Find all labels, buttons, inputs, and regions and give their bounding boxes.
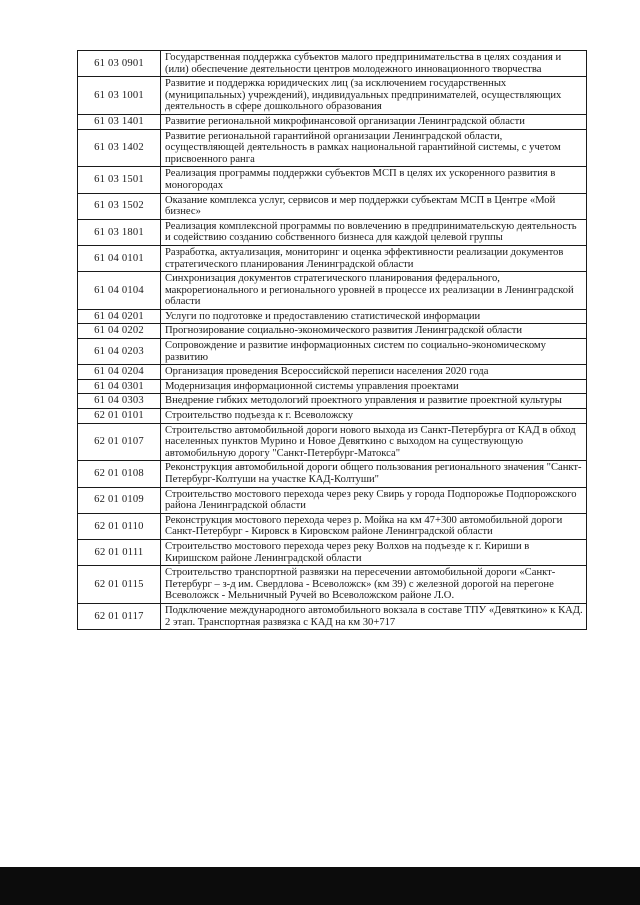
row-description: Строительство транспортной развязки на пересечении автомобильной дороги «Санкт-Петербург – з-д им. Свердлова - Всеволожск» (км 39) с железной дорогой на перегоне Всеволожск - Мельничный Ручей во Всеволожском районе Л.О. — [161, 566, 587, 604]
table-row — [78, 219, 587, 245]
row-description: Реконструкция автомобильной дороги общего пользования регионального значения "Санкт-Петербург-Колтуши на участке КАД-Колтуши" — [161, 461, 587, 487]
row-description: Государственная поддержка субъектов малого предпринимательства в целях создания и (или) обеспечение деятельности центров молодежного инновационного творчества — [161, 51, 587, 77]
table-row — [78, 409, 587, 424]
row-code: 62 01 0101 — [78, 409, 161, 424]
row-code: 62 01 0109 — [78, 487, 161, 513]
row-description: Оказание комплекса услуг, сервисов и мер поддержки субъектам МСП в Центре «Мой бизнес» — [161, 193, 587, 219]
row-code: 61 03 1502 — [78, 193, 161, 219]
row-code: 61 03 1801 — [78, 219, 161, 245]
row-code: 62 01 0115 — [78, 566, 161, 604]
table-row — [78, 487, 587, 513]
table-row — [78, 461, 587, 487]
row-description: Строительство автомобильной дороги нового выхода из Санкт-Петербурга от КАД в обход населенных пунктов Мурино и Новое Девяткино с выходом на существующую автомобильную дорогу "Санкт-Петербург-Матокса" — [161, 423, 587, 461]
row-description: Разработка, актуализация, мониторинг и оценка эффективности реализации документов стратегического планирования Ленинградской области — [161, 245, 587, 271]
row-code: 62 01 0108 — [78, 461, 161, 487]
row-description: Синхронизация документов стратегического планирования федерального, макрорегионального и регионального уровней в процессе их реализации в Ленинградской области — [161, 272, 587, 310]
table-row — [78, 394, 587, 409]
row-description: Услуги по подготовке и предоставлению статистической информации — [161, 309, 587, 324]
table-row — [78, 114, 587, 129]
table-row — [78, 245, 587, 271]
row-code: 61 03 0901 — [78, 51, 161, 77]
row-description: Строительство подъезда к г. Всеволожску — [161, 409, 587, 424]
row-description: Внедрение гибких методологий проектного управления и развитие проектной культуры — [161, 394, 587, 409]
table-row — [78, 167, 587, 193]
table-row — [78, 51, 587, 77]
row-description: Строительство мостового перехода через реку Волхов на подъезде к г. Кириши в Киришском районе Ленинградской области — [161, 539, 587, 565]
row-description: Сопровождение и развитие информационных систем по социально-экономическому развитию — [161, 339, 587, 365]
row-description: Реконструкция мостового перехода через р. Мойка на км 47+300 автомобильной дороги Санкт-Петербург - Кировск в Кировском районе Ленинградской области — [161, 513, 587, 539]
budget-code-table — [77, 50, 587, 630]
row-description: Реализация программы поддержки субъектов МСП в целях их ускоренного развития в моногородах — [161, 167, 587, 193]
table-row — [78, 539, 587, 565]
row-code: 62 01 0111 — [78, 539, 161, 565]
scan-bottom-edge — [0, 867, 640, 905]
row-description: Подключение международного автомобильного вокзала в составе ТПУ «Девяткино» к КАД. 2 этап. Транспортная развязка с КАД на км 30+717 — [161, 603, 587, 629]
table-row — [78, 129, 587, 167]
row-description: Развитие региональной микрофинансовой организации Ленинградской области — [161, 114, 587, 129]
row-description: Реализация комплексной программы по вовлечению в предпринимательскую деятельность и содействию созданию собственного бизнеса для каждой целевой группы — [161, 219, 587, 245]
row-code: 61 03 1501 — [78, 167, 161, 193]
row-code: 61 03 1001 — [78, 77, 161, 115]
table-row — [78, 423, 587, 461]
table-row — [78, 324, 587, 339]
row-code: 62 01 0110 — [78, 513, 161, 539]
table-row — [78, 566, 587, 604]
row-code: 61 03 1402 — [78, 129, 161, 167]
row-description: Организация проведения Всероссийской переписи населения 2020 года — [161, 365, 587, 380]
row-code: 61 04 0204 — [78, 365, 161, 380]
row-code: 61 04 0202 — [78, 324, 161, 339]
row-code: 61 04 0104 — [78, 272, 161, 310]
row-description: Прогнозирование социально-экономического развития Ленинградской области — [161, 324, 587, 339]
row-code: 61 04 0101 — [78, 245, 161, 271]
row-code: 61 04 0203 — [78, 339, 161, 365]
row-code: 61 04 0301 — [78, 379, 161, 394]
row-description: Развитие и поддержка юридических лиц (за исключением государственных (муниципальных) учреждений), индивидуальных предпринимателей, осуществляющих деятельность в сфере дошкольного образования — [161, 77, 587, 115]
table-row — [78, 379, 587, 394]
row-code: 62 01 0117 — [78, 603, 161, 629]
table-row — [78, 513, 587, 539]
table-row — [78, 193, 587, 219]
row-description: Развитие региональной гарантийной организации Ленинградской области, осуществляющей деятельность в рамках национальной гарантийной системы, с учетом присвоенного ранга — [161, 129, 587, 167]
row-code: 62 01 0107 — [78, 423, 161, 461]
row-description: Модернизация информационной системы управления проектами — [161, 379, 587, 394]
table-row — [78, 309, 587, 324]
row-code: 61 04 0201 — [78, 309, 161, 324]
row-description: Строительство мостового перехода через реку Свирь у города Подпорожье Подпорожского района Ленинградской области — [161, 487, 587, 513]
table-row — [78, 77, 587, 115]
table-row — [78, 365, 587, 380]
row-code: 61 03 1401 — [78, 114, 161, 129]
table-row — [78, 272, 587, 310]
row-code: 61 04 0303 — [78, 394, 161, 409]
table-row — [78, 603, 587, 629]
table-row — [78, 339, 587, 365]
